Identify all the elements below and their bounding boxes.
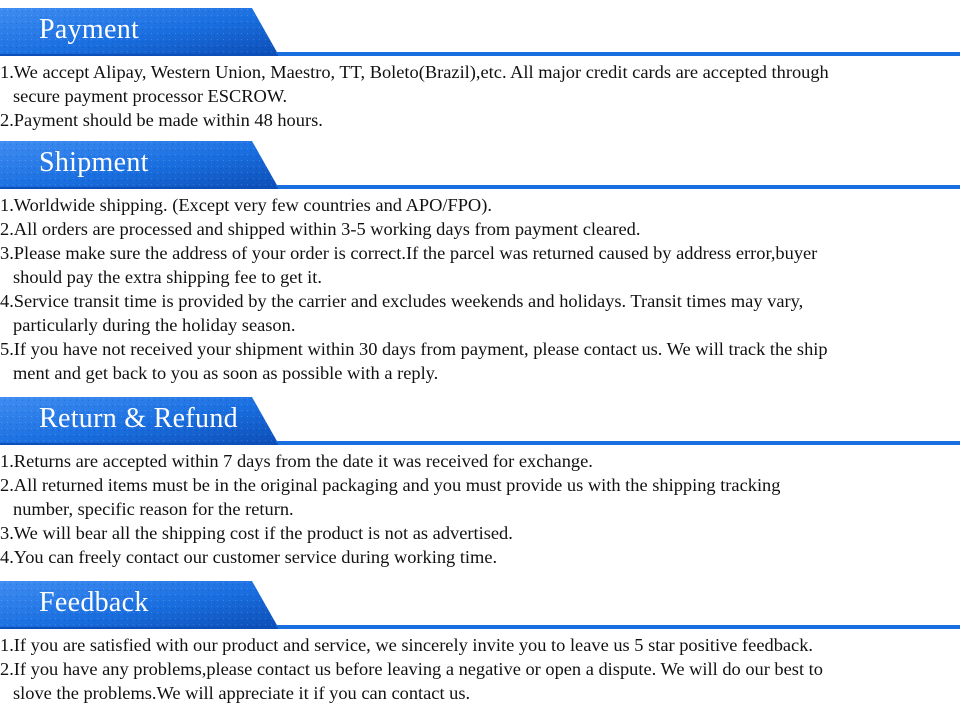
list-item [0, 241, 960, 289]
item-text [0, 289, 960, 337]
section-item-list [0, 633, 960, 705]
item-text-line: should pay the extra shipping fee to get it. [13, 267, 322, 287]
list-item [0, 289, 960, 337]
item-number: 4. [0, 547, 14, 567]
item-text [0, 108, 960, 132]
item-text [0, 657, 960, 705]
item-number: 1. [0, 635, 14, 655]
item-number: 1. [0, 62, 14, 82]
item-text [0, 449, 960, 473]
banner-underline [0, 187, 278, 189]
section-item-list [0, 60, 960, 132]
item-number: 3. [0, 523, 14, 543]
section-banner [0, 581, 960, 630]
item-number: 2. [0, 219, 14, 239]
list-item [0, 217, 960, 241]
banner-underline [0, 627, 278, 629]
item-text-line: 4.You can freely contact our customer service during working time. [0, 547, 498, 567]
item-text [0, 337, 960, 385]
item-text-line: 1.If you are satisfied with our product and service, we sincerely invite you to leave us 5 star positive feedback. [0, 635, 814, 655]
section-banner [0, 8, 960, 57]
section-banner [0, 141, 960, 190]
item-number: 1. [0, 195, 14, 215]
item-number: 2. [0, 110, 14, 130]
item-text [0, 545, 960, 569]
list-item [0, 449, 960, 473]
item-text-line: 3.We will bear all the shipping cost if the product is not as advertised. [0, 523, 513, 543]
item-text-line: 2.All orders are processed and shipped within 3-5 working days from payment cleared. [0, 219, 641, 239]
item-text-line: 1.Worldwide shipping. (Except very few countries and APO/FPO). [0, 195, 492, 215]
item-text-line: 3.Please make sure the address of your order is correct.If the parcel was returned caused by address error,buyer [0, 243, 818, 263]
list-item [0, 521, 960, 545]
banner-shape [0, 8, 960, 57]
section-return-refund [0, 397, 960, 569]
section-rule [276, 185, 960, 189]
section-title: Return & Refund [39, 403, 238, 434]
section-rule [276, 52, 960, 56]
list-item [0, 108, 960, 132]
item-text-line: 1.Returns are accepted within 7 days from the date it was received for exchange. [0, 451, 593, 471]
item-text [0, 193, 960, 217]
list-item [0, 657, 960, 705]
list-item [0, 60, 960, 108]
item-text-line: 2.Payment should be made within 48 hours. [0, 110, 323, 130]
item-number: 2. [0, 659, 14, 679]
item-text [0, 521, 960, 545]
item-text-line: slove the problems.We will appreciate it if you can contact us. [13, 683, 471, 703]
banner-underline [0, 54, 278, 56]
banner-underline [0, 443, 278, 445]
item-text-line: 2.All returned items must be in the original packaging and you must provide us with the shipping tracking [0, 475, 781, 495]
item-text [0, 241, 960, 289]
item-number: 4. [0, 291, 14, 311]
section-banner [0, 397, 960, 446]
item-text-line: 2.If you have any problems,please contact us before leaving a negative or open a dispute. We will do our best to [0, 659, 823, 679]
item-text-line: 1.We accept Alipay, Western Union, Maestro, TT, Boleto(Brazil),etc. All major credit cards are accepted through [0, 62, 829, 82]
list-item [0, 193, 960, 217]
section-title: Payment [39, 14, 140, 45]
item-number: 1. [0, 451, 14, 471]
item-text [0, 60, 960, 108]
list-item [0, 633, 960, 657]
section-title: Feedback [39, 587, 149, 618]
item-text-line: 5.If you have not received your shipment within 30 days from payment, please contact us. We will track the ship [0, 339, 828, 359]
item-text [0, 633, 960, 657]
item-text-line: number, specific reason for the return. [13, 499, 294, 519]
list-item [0, 473, 960, 521]
section-shipment [0, 141, 960, 385]
section-item-list [0, 449, 960, 569]
section-feedback [0, 581, 960, 705]
section-payment [0, 8, 960, 132]
section-rule [276, 441, 960, 445]
item-text-line: secure payment processor ESCROW. [13, 86, 288, 106]
item-number: 5. [0, 339, 14, 359]
item-text-line: particularly during the holiday season. [13, 315, 296, 335]
list-item [0, 545, 960, 569]
item-number: 3. [0, 243, 14, 263]
section-title: Shipment [39, 147, 149, 178]
item-text [0, 217, 960, 241]
section-item-list [0, 193, 960, 385]
list-item [0, 337, 960, 385]
item-text-line: 4.Service transit time is provided by the carrier and excludes weekends and holidays. Transit times may vary, [0, 291, 804, 311]
item-number: 2. [0, 475, 14, 495]
item-text [0, 473, 960, 521]
section-rule [276, 625, 960, 629]
item-text-line: ment and get back to you as soon as possible with a reply. [13, 363, 439, 383]
